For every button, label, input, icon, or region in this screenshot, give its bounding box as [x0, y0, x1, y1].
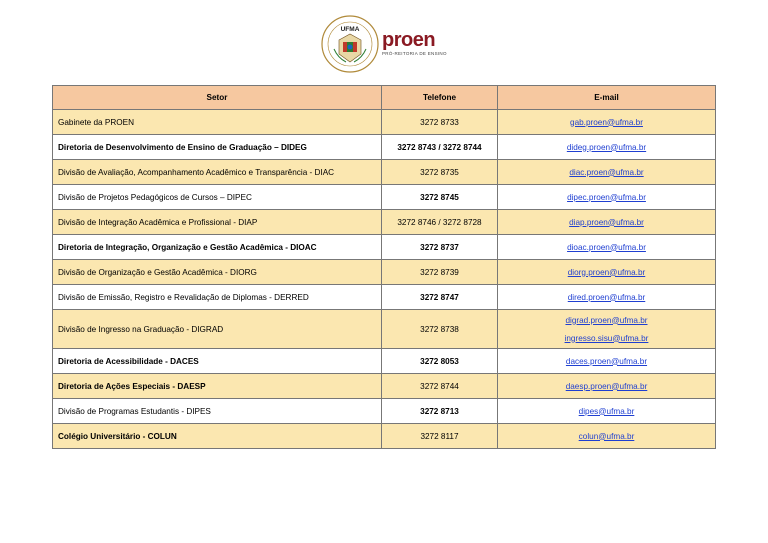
table-row	[53, 349, 716, 374]
cell-telefone: 3272 8735	[382, 160, 498, 185]
cell-telefone: 3272 8746 / 3272 8728	[382, 210, 498, 235]
email-link[interactable]: diap.proen@ufma.br	[569, 217, 644, 227]
page-header	[320, 14, 470, 74]
cell-setor: Diretoria de Desenvolvimento de Ensino de Graduação – DIDEG	[53, 135, 382, 160]
email-link[interactable]: daces.proen@ufma.br	[565, 356, 648, 366]
cell-email	[498, 110, 716, 135]
ufma-seal-logo	[320, 14, 380, 74]
table-row	[53, 285, 716, 310]
cell-telefone: 3272 8747	[382, 285, 498, 310]
email-link[interactable]: dideg.proen@ufma.br	[566, 142, 647, 152]
column-header-telefone: Telefone	[382, 86, 498, 110]
cell-telefone: 3272 8737	[382, 235, 498, 260]
contacts-table	[52, 85, 716, 449]
cell-setor: Diretoria de Acessibilidade - DACES	[53, 349, 382, 374]
cell-setor: Diretoria de Ações Especiais - DAESP	[53, 374, 382, 399]
email-link[interactable]: dipec.proen@ufma.br	[567, 192, 646, 202]
cell-email	[498, 210, 716, 235]
table-row	[53, 310, 716, 349]
cell-setor: Gabinete da PROEN	[53, 110, 382, 135]
cell-setor: Colégio Universitário - COLUN	[53, 424, 382, 449]
brand-subtitle: PRÓ-REITORIA DE ENSINO	[382, 51, 447, 56]
table-row	[53, 399, 716, 424]
table-row	[53, 110, 716, 135]
cell-email	[498, 285, 716, 310]
cell-telefone: 3272 8744	[382, 374, 498, 399]
email-link[interactable]: diorg.proen@ufma.br	[567, 267, 646, 277]
email-link[interactable]: gab.proen@ufma.br	[570, 117, 643, 127]
email-link[interactable]: dipes@ufma.br	[578, 406, 635, 416]
cell-setor: Divisão de Organização e Gestão Acadêmica - DIORG	[53, 260, 382, 285]
cell-telefone: 3272 8713	[382, 399, 498, 424]
cell-setor: Divisão de Avaliação, Acompanhamento Acadêmico e Transparência - DIAC	[53, 160, 382, 185]
cell-setor: Divisão de Projetos Pedagógicos de Cursos – DIPEC	[53, 185, 382, 210]
cell-telefone: 3272 8733	[382, 110, 498, 135]
svg-text:UFMA: UFMA	[340, 26, 360, 33]
table-row	[53, 260, 716, 285]
cell-email	[498, 374, 716, 399]
cell-email	[498, 399, 716, 424]
email-link[interactable]: digrad.proen@ufma.br	[565, 315, 648, 325]
cell-setor: Divisão de Integração Acadêmica e Profissional - DIAP	[53, 210, 382, 235]
table-row	[53, 374, 716, 399]
table-row	[53, 235, 716, 260]
cell-email	[498, 160, 716, 185]
brand-name: proen	[382, 29, 436, 51]
email-link[interactable]: dired.proen@ufma.br	[567, 292, 646, 302]
cell-email	[498, 235, 716, 260]
table-header-row	[53, 86, 716, 110]
cell-setor: Divisão de Ingresso na Graduação - DIGRAD	[53, 310, 382, 349]
cell-telefone: 3272 8743 / 3272 8744	[382, 135, 498, 160]
cell-email	[498, 424, 716, 449]
email-link[interactable]: ingresso.sisu@ufma.br	[564, 333, 649, 343]
table-row	[53, 160, 716, 185]
cell-setor: Divisão de Programas Estudantis - DIPES	[53, 399, 382, 424]
cell-telefone: 3272 8745	[382, 185, 498, 210]
table-row	[53, 424, 716, 449]
proen-brand	[382, 30, 447, 56]
email-link[interactable]: dioac.proen@ufma.br	[567, 242, 646, 252]
cell-email	[498, 260, 716, 285]
cell-telefone: 3272 8053	[382, 349, 498, 374]
table-row	[53, 185, 716, 210]
email-link[interactable]: colun@ufma.br	[578, 431, 635, 441]
cell-telefone: 3272 8738	[382, 310, 498, 349]
column-header-setor: Setor	[53, 86, 382, 110]
cell-email	[498, 185, 716, 210]
cell-email	[498, 349, 716, 374]
cell-setor: Divisão de Emissão, Registro e Revalidação de Diplomas - DERRED	[53, 285, 382, 310]
email-link[interactable]: daesp.proen@ufma.br	[565, 381, 648, 391]
table-row	[53, 135, 716, 160]
column-header-email: E-mail	[498, 86, 716, 110]
email-link[interactable]: diac.proen@ufma.br	[569, 167, 644, 177]
cell-telefone: 3272 8739	[382, 260, 498, 285]
cell-setor: Diretoria de Integração, Organização e Gestão Acadêmica - DIOAC	[53, 235, 382, 260]
table-row	[53, 210, 716, 235]
cell-telefone: 3272 8117	[382, 424, 498, 449]
cell-email	[498, 310, 716, 349]
cell-email	[498, 135, 716, 160]
